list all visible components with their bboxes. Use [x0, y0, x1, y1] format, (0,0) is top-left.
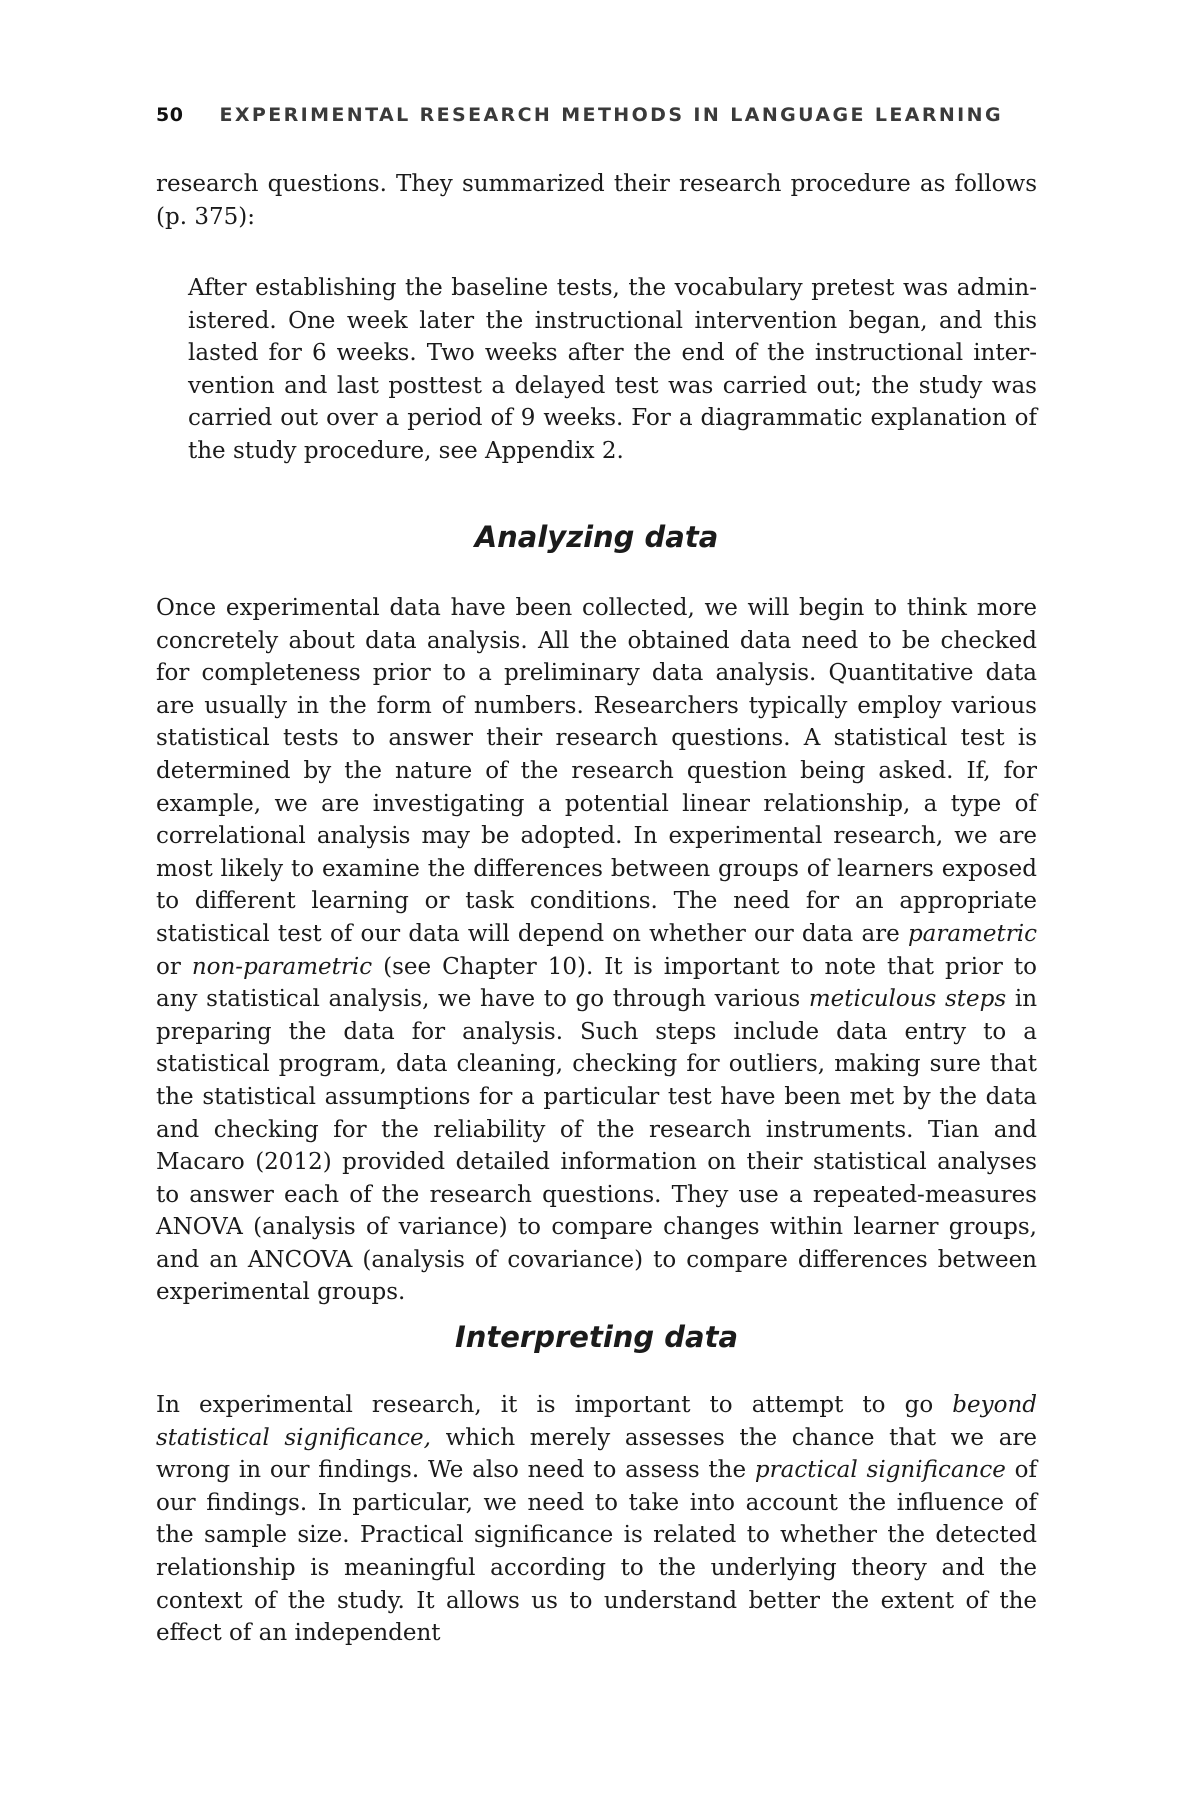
analyzing-text-4: in preparing the data for analysis. Such steps include data entry to a statistical program, data cleaning, checking for outliers, making sure that the statistical assumptions for a particular test have been met by the data and checking for the reliability of the research instruments. Tian and Macaro (2012) provided detailed information on their statistical analyses to answer each of the research questions. They use a repeated-measures ANOVA (analysis of variance) to compare changes within learner groups, and an ANCOVA (analysis of covariance) to compare differences between experimental groups.: [156, 986, 1038, 1306]
analyzing-emphasis-non-parametric: non-parametric: [191, 953, 373, 980]
running-head: [156, 104, 1037, 134]
analyzing-emphasis-meticulous-steps: meticulous steps: [808, 986, 1007, 1013]
interpreting-text-3: of our findings. In particular, we need to take into account the influence of the sample size. Practical significance is related to whether the detected relationship is meaningful according to the underlying theory and the context of the study. It allows us to understand better the extent of the effect of an independent: [156, 1457, 1038, 1647]
analyzing-text-3: (see Chapter 10). It is important to note that prior to any statistical analysis, we have to go through various: [156, 953, 1038, 1013]
interpreting-text-2: which merely assesses the chance that we are wrong in our findings. We also need to assess the: [156, 1424, 1038, 1484]
analyzing-text-2: or: [156, 953, 192, 980]
interpreting-data-paragraph: [156, 1389, 1037, 1650]
analyzing-text-1: Once experimental data have been collected, we will begin to think more concretely about data analysis. All the obtained data need to be checked for completeness prior to a preliminary data analysis. Quantitative data are usually in the form of numbers. Researchers typically employ various statistical tests to answer their research questions. A statistical test is determined by the nature of the research question being asked. If, for example, we are investigating a potential linear relationship, a type of correlational analysis may be adopted. In experimental research, we are most likely to examine the differences between groups of learners exposed to different learning or task conditions. The need for an appropriate statistical test of our data will depend on whether our data are: [156, 595, 1037, 947]
book-title: EXPERIMENTAL RESEARCH METHODS IN LANGUAGE LEARNING: [219, 104, 1003, 126]
heading-interpreting-data: Interpreting data: [454, 1320, 739, 1354]
intro-paragraph: research questions. They summarized their research procedure as follows (p. 375):: [156, 171, 1037, 230]
analyzing-emphasis-parametric: parametric: [907, 920, 1037, 947]
interpreting-emphasis-beyond-significance: beyond statistical significance,: [156, 1392, 1037, 1451]
block-quote: After establishing the baseline tests, the vocabulary pretest was administered. One week later the instructional intervention began, and this lasted for 6 weeks. Two weeks after the end of the instructional intervention and last posttest a delayed test was carried out; the study was carried out over a period of 9 weeks. For a diagrammatic explanation of the study procedure, see Appendix 2.: [188, 275, 1037, 464]
analyzing-data-paragraph: [156, 592, 1037, 1309]
interpreting-emphasis-practical-significance: practical significance: [754, 1457, 1006, 1484]
interpreting-text-1: In experimental research, it is important to attempt to go: [156, 1392, 953, 1418]
page-number: 50: [156, 104, 184, 126]
heading-analyzing-data: Analyzing data: [474, 520, 719, 554]
